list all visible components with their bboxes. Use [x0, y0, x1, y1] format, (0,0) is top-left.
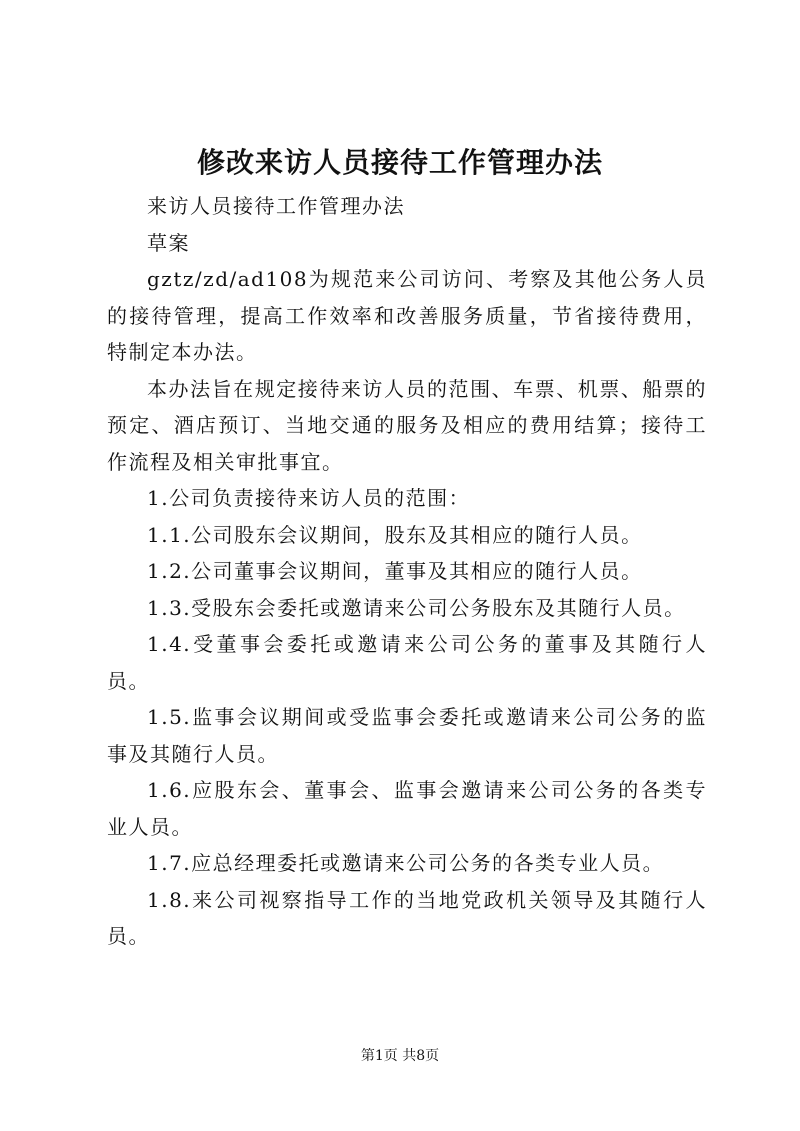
paragraph-item-1-7: 1.7.应总经理委托或邀请来公司公务的各类专业人员。 [147, 851, 665, 875]
paragraph-draft: 草案 [147, 230, 190, 255]
page-title: 修改来访人员接待工作管理办法 [196, 146, 603, 179]
paragraph-item-1-3: 1.3.受股东会委托或邀请来公司公务股东及其随行人员。 [147, 595, 686, 620]
paragraph-item-1-6: 1.6.应股东会、董事会、监事会邀请来公司公务的各类专业人员。 [107, 778, 707, 839]
paragraph-item-1-8: 1.8.来公司视察指导工作的当地党政机关领导及其随行人员。 [107, 887, 707, 948]
paragraph-intro: gztz/zd/ad108为规范来公司访问、考察及其他公务人员的接待管理，提高工作效率和改善服务质量，节省接待费用，特制定本办法。 [107, 267, 707, 364]
page-footer: 第1页 共8页 [360, 1048, 440, 1064]
paragraph-purpose: 本办法旨在规定接待来访人员的范围、车票、机票、船票的预定、酒店预订、当地交通的服务及相应的费用结算；接待工作流程及相关审批事宜。 [107, 376, 707, 474]
paragraph-subtitle: 来访人员接待工作管理办法 [147, 194, 405, 218]
document-body [107, 188, 707, 955]
paragraph-item-1-5: 1.5.监事会议期间或受监事会委托或邀请来公司公务的监事及其随行人员。 [107, 705, 707, 766]
paragraph-item-1-2: 1.2.公司董事会议期间，董事及其相应的随行人员。 [147, 559, 643, 583]
paragraph-section-1: 1.公司负责接待来访人员的范围： [147, 486, 471, 510]
paragraph-item-1-1: 1.1.公司股东会议期间，股东及其相应的随行人员。 [147, 522, 643, 547]
paragraph-item-1-4: 1.4.受董事会委托或邀请来公司公务的董事及其随行人员。 [107, 632, 707, 693]
